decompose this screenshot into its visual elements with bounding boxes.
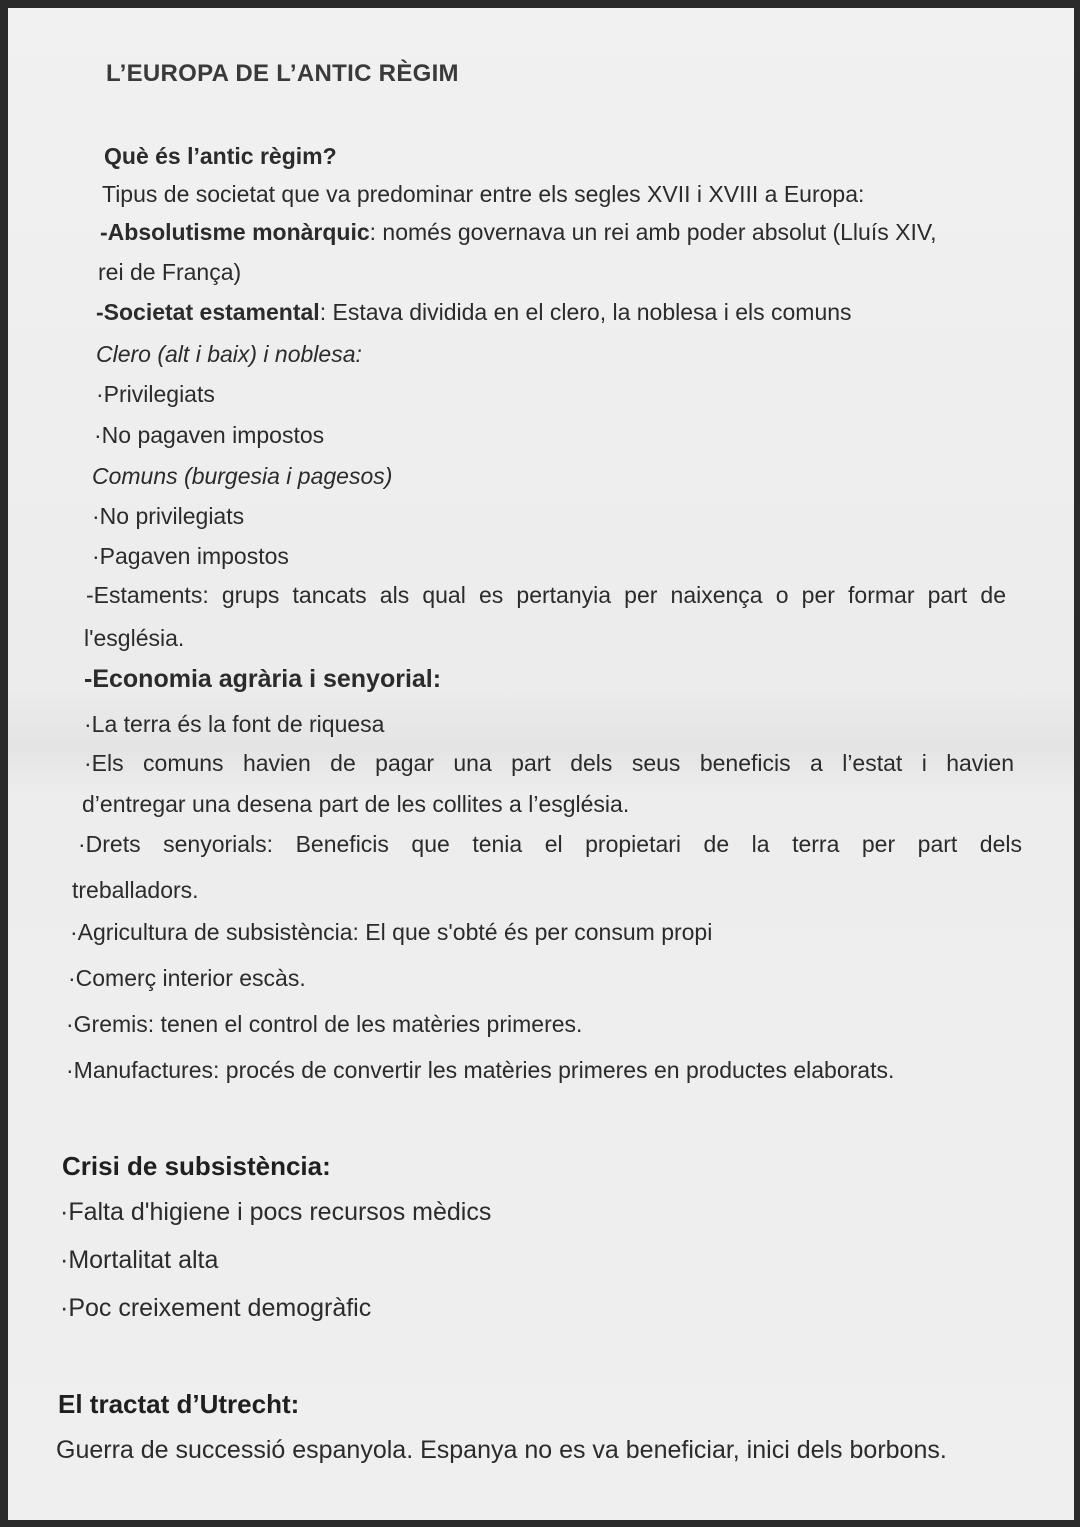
- list-item: ·Falta d'higiene i pocs recursos mèdics: [60, 1198, 492, 1226]
- list-item: ·Privilegiats: [96, 381, 215, 407]
- utrecht-heading: El tractat d’Utrecht:: [58, 1389, 300, 1419]
- list-item: ·Mortalitat alta: [60, 1246, 219, 1274]
- page-title: L’EUROPA DE L’ANTIC RÈGIM: [106, 60, 459, 87]
- absolutism-text: : només governava un rei amb poder absolut (Lluís XIV,: [369, 219, 937, 245]
- society-text: : Estava dividida en el clero, la noblesa i els comuns: [319, 299, 852, 325]
- absolutism-term: -Absolutisme monàrquic: [100, 219, 370, 245]
- intro-text: Tipus de societat que va predominar entre els segles XVII i XVIII a Europa:: [102, 181, 865, 207]
- estates-line-2: l'església.: [84, 625, 185, 651]
- list-item: ·Els comuns havien de pagar una part dels seus beneficis a l’estat i havien: [84, 750, 1014, 776]
- list-item: ·Pagaven impostos: [92, 543, 289, 569]
- society-term: -Societat estamental: [96, 299, 320, 325]
- list-item: ·La terra és la font de riquesa: [84, 711, 385, 737]
- list-item: ·No privilegiats: [92, 503, 245, 529]
- document-page: [8, 8, 1074, 1520]
- absolutism-line: [100, 218, 936, 246]
- society-line: [96, 298, 852, 326]
- list-item: ·Drets senyorials: Beneficis que tenia el propietari de la terra per part dels: [78, 831, 1022, 857]
- list-item: ·Comerç interior escàs.: [68, 965, 306, 991]
- question-heading: Què és l’antic règim?: [104, 143, 337, 169]
- list-item: ·No pagaven impostos: [94, 422, 325, 448]
- economy-heading: -Economia agrària i senyorial:: [84, 665, 442, 693]
- estates-line-1: -Estaments: grups tancats als qual es pertanyia per naixença o per formar part de: [86, 582, 1006, 608]
- list-item: ·Agricultura de subsistència: El que s'obté és per consum propi: [70, 919, 713, 945]
- list-item: treballadors.: [72, 877, 199, 903]
- list-item: d’entregar una desena part de les collites a l’església.: [82, 791, 630, 817]
- commons-heading: Comuns (burgesia i pagesos): [92, 463, 393, 489]
- list-item: ·Poc creixement demogràfic: [60, 1294, 372, 1322]
- list-item: ·Manufactures: procés de convertir les matèries primeres en productes elaborats.: [66, 1057, 895, 1083]
- list-item: ·Gremis: tenen el control de les matèries primeres.: [66, 1011, 583, 1037]
- crisis-heading: Crisi de subsistència:: [62, 1151, 331, 1181]
- utrecht-text: Guerra de successió espanyola. Espanya no es va beneficiar, inici dels borbons.: [56, 1436, 947, 1464]
- clergy-heading: Clero (alt i baix) i noblesa:: [96, 341, 362, 367]
- absolutism-line-2: rei de França): [98, 259, 242, 285]
